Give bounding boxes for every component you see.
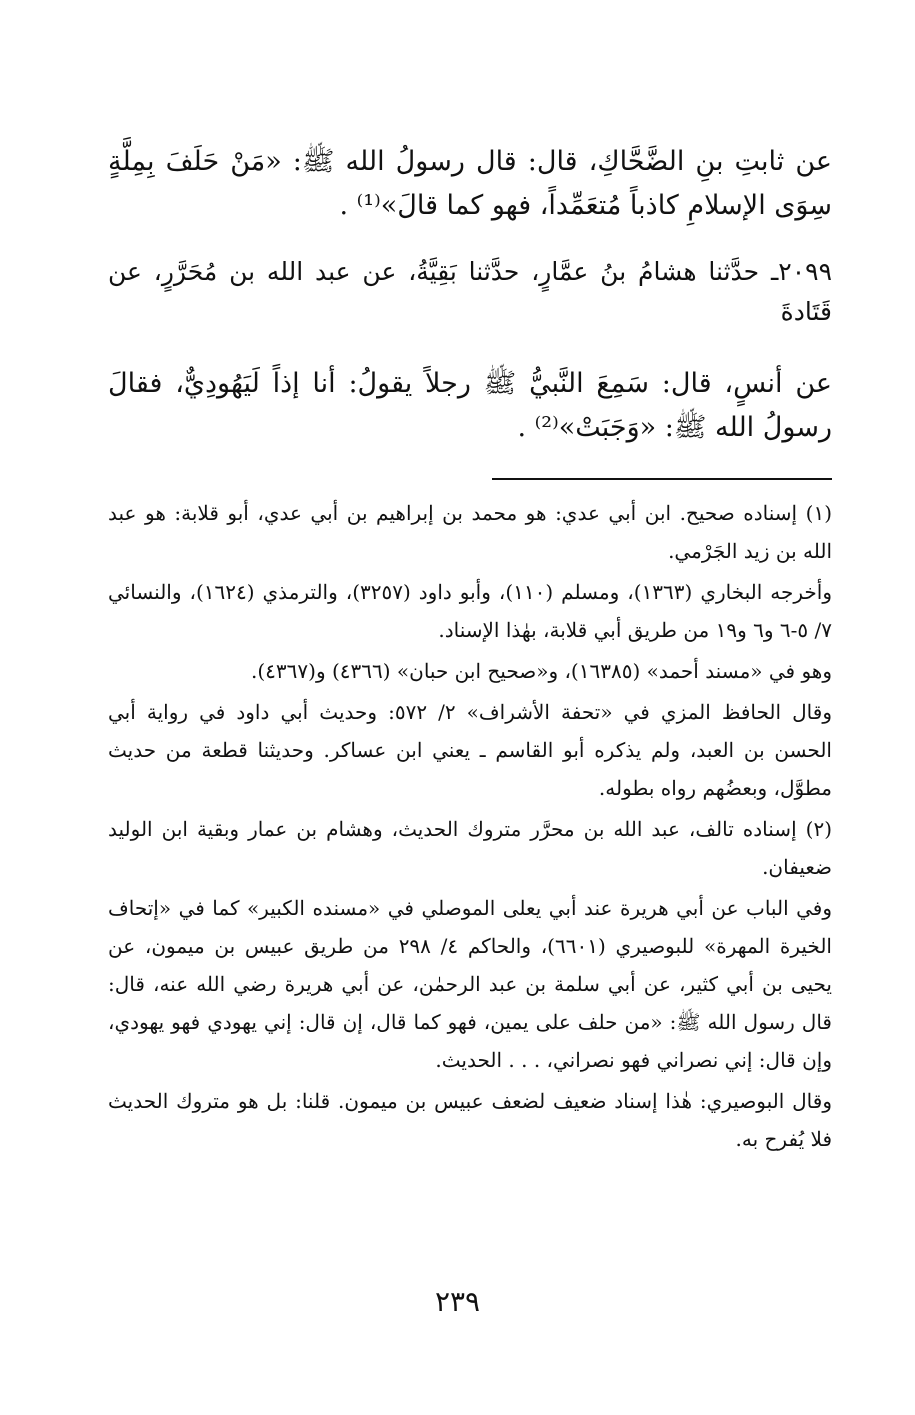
footnote-2-bab: وفي الباب عن أبي هريرة عند أبي يعلى الموصلي في «مسنده الكبير» كما في «إتحاف الخيرة المهرة» للبوصيري (٦٦٠١)، والحاكم ٤/ ٢٩٨ من طريق عبيس بن ميمون، عن يحيى بن أبي كثير، عن أبي سلمة بن عبد الرحمٰن، عن أبي هريرة رضي الله عنه، قال: قال رسول الله ﷺ: «من حلف على يمين، فهو كما قال، إن قال: إني يهودي فهو يهودي، وإن قال: إني نصراني فهو نصراني، . . . الحديث. <box>108 896 832 1072</box>
footnote-1-takhrij: وأخرجه البخاري (١٣٦٣)، ومسلم (١١٠)، وأبو داود (٣٢٥٧)، والترمذي (١٦٢٤)، والنسائي ٧/ ٥-٦ و٦ و١٩ من طريق أبي قلابة، بهٰذا الإسناد. <box>108 580 833 642</box>
page-body <box>108 140 832 1158</box>
page-number: ٢٣٩ <box>434 1285 481 1318</box>
footnote-separator <box>492 478 832 480</box>
footnote-1: (١) إسناده صحيح. ابن أبي عدي: هو محمد بن إبراهيم بن أبي عدي، أبو قلابة: هو عبد الله بن زيد الجَرْمي. <box>108 501 832 563</box>
hadith-text-1: عن ثابتِ بنِ الضَّحَّاكِ، قال: قال رسولُ الله ﷺ: «مَنْ حَلَفَ بِمِلَّةٍ سِوَى الإسلامِ كاذباً مُتعَمِّداً، فهو كما قالَ»⁽¹⁾ . <box>108 146 832 221</box>
main-text <box>108 140 832 450</box>
footnotes <box>108 494 832 1158</box>
hadith-2099-matn: عن أنسٍ، قال: سَمِعَ النَّبيُّ ﷺ رجلاً يقولُ: أنا إذاً لَيَهُودِيٌّ، فقالَ رسولُ الله ﷺ: «وَجَبَتْ»⁽²⁾ . <box>108 368 832 443</box>
hadith-2099-isnad: ٢٠٩٩ـ حدَّثنا هشامُ بنُ عمَّارٍ، حدَّثنا بَقِيَّةُ، عن عبد الله بن مُحَرَّرٍ، عن قَتَادةَ <box>108 257 832 326</box>
footnote-1-sources: وهو في «مسند أحمد» (١٦٣٨٥)، و«صحيح ابن حبان» (٤٣٦٦) و(٤٣٦٧). <box>251 659 832 683</box>
footnote-1-mizzi: وقال الحافظ المزي في «تحفة الأشراف» ٢/ ٥٧٢: وحديث أبي داود في رواية أبي الحسن بن العبد، ولم يذكره أبو القاسم ـ يعني ابن عساكر. وحديثنا قطعة من حديث مطوَّل، وبعضُهم رواه بطوله. <box>108 700 832 800</box>
footnote-2: (٢) إسناده تالف، عبد الله بن محرَّر متروك الحديث، وهشام بن عمار وبقية ابن الوليد ضعيفان. <box>108 817 832 879</box>
footnote-2-busiri: وقال البوصيري: هٰذا إسناد ضعيف لضعف عبيس بن ميمون. قلنا: بل هو متروك الحديث فلا يُفرح به. <box>108 1089 832 1151</box>
